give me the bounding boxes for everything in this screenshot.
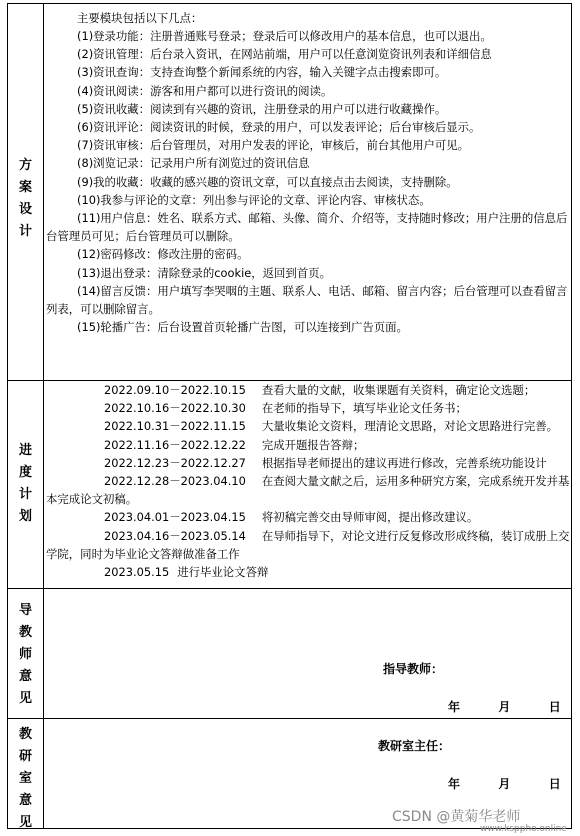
label-char: 计: [18, 224, 32, 239]
label-char: 设: [18, 202, 32, 217]
schedule-period: 2022.12.28－2023.04.10: [104, 474, 246, 489]
label-char: 见: [18, 815, 32, 830]
list-item: (12)密码修改：修改注册的密码。: [77, 247, 249, 262]
schedule-period: 2022.09.10－2022.10.15: [104, 383, 246, 397]
schedule-list: [46, 381, 570, 581]
list-item: (14)留言反馈：用户填写李哭咽的主题、联系人、电话、邮箱、留言内容；后台管理可以查看留言列表，可以删除留言。: [46, 283, 568, 317]
schedule-task: 在老师的指导下，填写毕业论文任务书；: [261, 401, 467, 416]
schedule-row: [46, 508, 570, 526]
schedule-period: 2023.04.01－2023.04.15: [104, 510, 246, 525]
schedule-row: [46, 563, 570, 581]
schedule-task: 完成开题报告答辩；: [261, 437, 365, 452]
label-char: 意: [18, 669, 32, 684]
schedule-row: [46, 399, 570, 417]
schedule-task: 查看大量的文献，收集课题有关资料，确定论文选题；: [261, 383, 536, 397]
schedule-task: 进行毕业论文答辩: [177, 565, 269, 580]
label-char: 教: [18, 727, 32, 742]
schedule-period: 2022.10.16－2022.10.30: [104, 401, 246, 416]
schedule-row: [46, 436, 570, 454]
watermark-text: CSDN @黄菊华老师: [392, 809, 521, 825]
schedule-period: 2022.12.23－2022.12.27: [104, 455, 246, 470]
office-section-label: [8, 724, 43, 834]
label-char: 意: [18, 793, 32, 808]
schedule-row: [46, 472, 570, 508]
advisor-date: [448, 698, 561, 715]
date-month: 月: [498, 777, 511, 791]
schedule-task: 将初稿完善交由导师审阅，提出修改建议。: [261, 510, 479, 525]
schedule-row: [46, 417, 570, 435]
list-item: (9)我的收藏：收藏的感兴趣的资讯文章，可以直接点击去阅读，支持删除。: [77, 174, 458, 189]
schedule-task: 大量收集论文资料，理清论文思路，对论文思路进行完善。: [261, 419, 558, 434]
schedule-section-label: [8, 440, 43, 528]
label-char: 案: [18, 180, 32, 195]
list-item: (7)资讯审核：后台管理员，对用户发表的评论，审核后，前台其他用户可见。: [77, 138, 470, 153]
date-day: 日: [548, 777, 561, 791]
design-intro: 主要模块包括以下几点：: [77, 11, 203, 25]
list-item: (6)资讯评论：阅读资讯的时候，登录的用户，可以发表评论；后台审核后显示。: [77, 120, 481, 135]
schedule-row: [46, 527, 570, 563]
schedule-period: 2022.11.16－2022.12.22: [104, 437, 246, 452]
row-divider-2: [7, 588, 572, 589]
date-year: 年: [448, 700, 461, 714]
label-char: 师: [18, 647, 32, 662]
row-divider-3: [7, 718, 572, 719]
office-date: [448, 775, 561, 792]
label-char: 导: [18, 603, 32, 618]
schedule-row: [46, 381, 570, 399]
schedule-period: 2023.05.15: [104, 565, 170, 580]
label-char: 见: [18, 691, 32, 706]
schedule-task: 在导师指导下，对论文进行反复修改形成终稿，装订成册上交学院，同时为毕业论文答辩做准备工作: [46, 528, 570, 561]
list-item: (8)浏览记录：记录用户所有浏览过的资讯信息: [77, 156, 310, 171]
advisor-signature-label: 指导教师：: [383, 662, 444, 676]
list-item: (5)资讯收藏：阅读到有兴趣的资讯，注册登录的用户可以进行收藏操作。: [77, 101, 447, 116]
label-char: 度: [18, 465, 32, 480]
design-section-label: [8, 155, 43, 243]
date-month: 月: [498, 700, 511, 714]
advisor-section-label: [8, 600, 43, 710]
schedule-period: 2022.10.31－2022.11.15: [104, 419, 246, 434]
list-item: (1)登录功能：注册普通账号登录；登录后可以修改用户的基本信息，也可以退出。: [77, 29, 492, 43]
office-signature-label: 教研室主任：: [378, 739, 451, 753]
list-item: (15)轮播广告：后台设置首页轮播广告图，可以连接到广告页面。: [77, 320, 408, 335]
list-item: (13)退出登录：清除登录的cookie，返回到首页。: [77, 265, 331, 280]
label-char: 划: [18, 509, 32, 524]
design-module-list: [46, 27, 570, 336]
watermark-url: www.ksppho.online: [480, 824, 567, 834]
schedule-row: [46, 454, 570, 472]
list-item: (4)资讯阅读：游客和用户都可以进行资讯的阅读。: [77, 83, 333, 98]
list-item: (3)资讯查询：支持查询整个新闻系统的内容，输入关键字点击搜索即可。: [77, 65, 447, 80]
label-char: 计: [18, 487, 32, 502]
label-char: 教: [18, 625, 32, 640]
schedule-period: 2023.04.16－2023.05.14: [104, 528, 246, 543]
list-item: (10)我参与评论的文章：列出参与评论的文章、评论内容、审核状态。: [77, 192, 431, 207]
list-item: (11)用户信息：姓名、联系方式、邮箱、头像、简介、介绍等，支持随时修改；用户注册的信息后台管理员可见；后台管理员可以删除。: [46, 211, 568, 244]
label-char: 进: [18, 443, 32, 458]
schedule-task: 根据指导老师提出的建议再进行修改，完善系统功能设计: [261, 455, 547, 470]
list-item: (2)资讯管理：后台录入资讯，在网站前端，用户可以任意浏览资讯列表和详细信息: [77, 47, 492, 62]
label-char: 室: [18, 771, 32, 786]
schedule-task: 在查阅大量文献之后，运用多种研究方案，完成系统开发并基本完成论文初稿。: [46, 474, 570, 507]
date-day: 日: [548, 700, 561, 714]
label-char: 研: [18, 749, 32, 764]
label-char: 方: [18, 158, 32, 173]
date-year: 年: [448, 777, 461, 791]
column-divider: [43, 3, 44, 829]
